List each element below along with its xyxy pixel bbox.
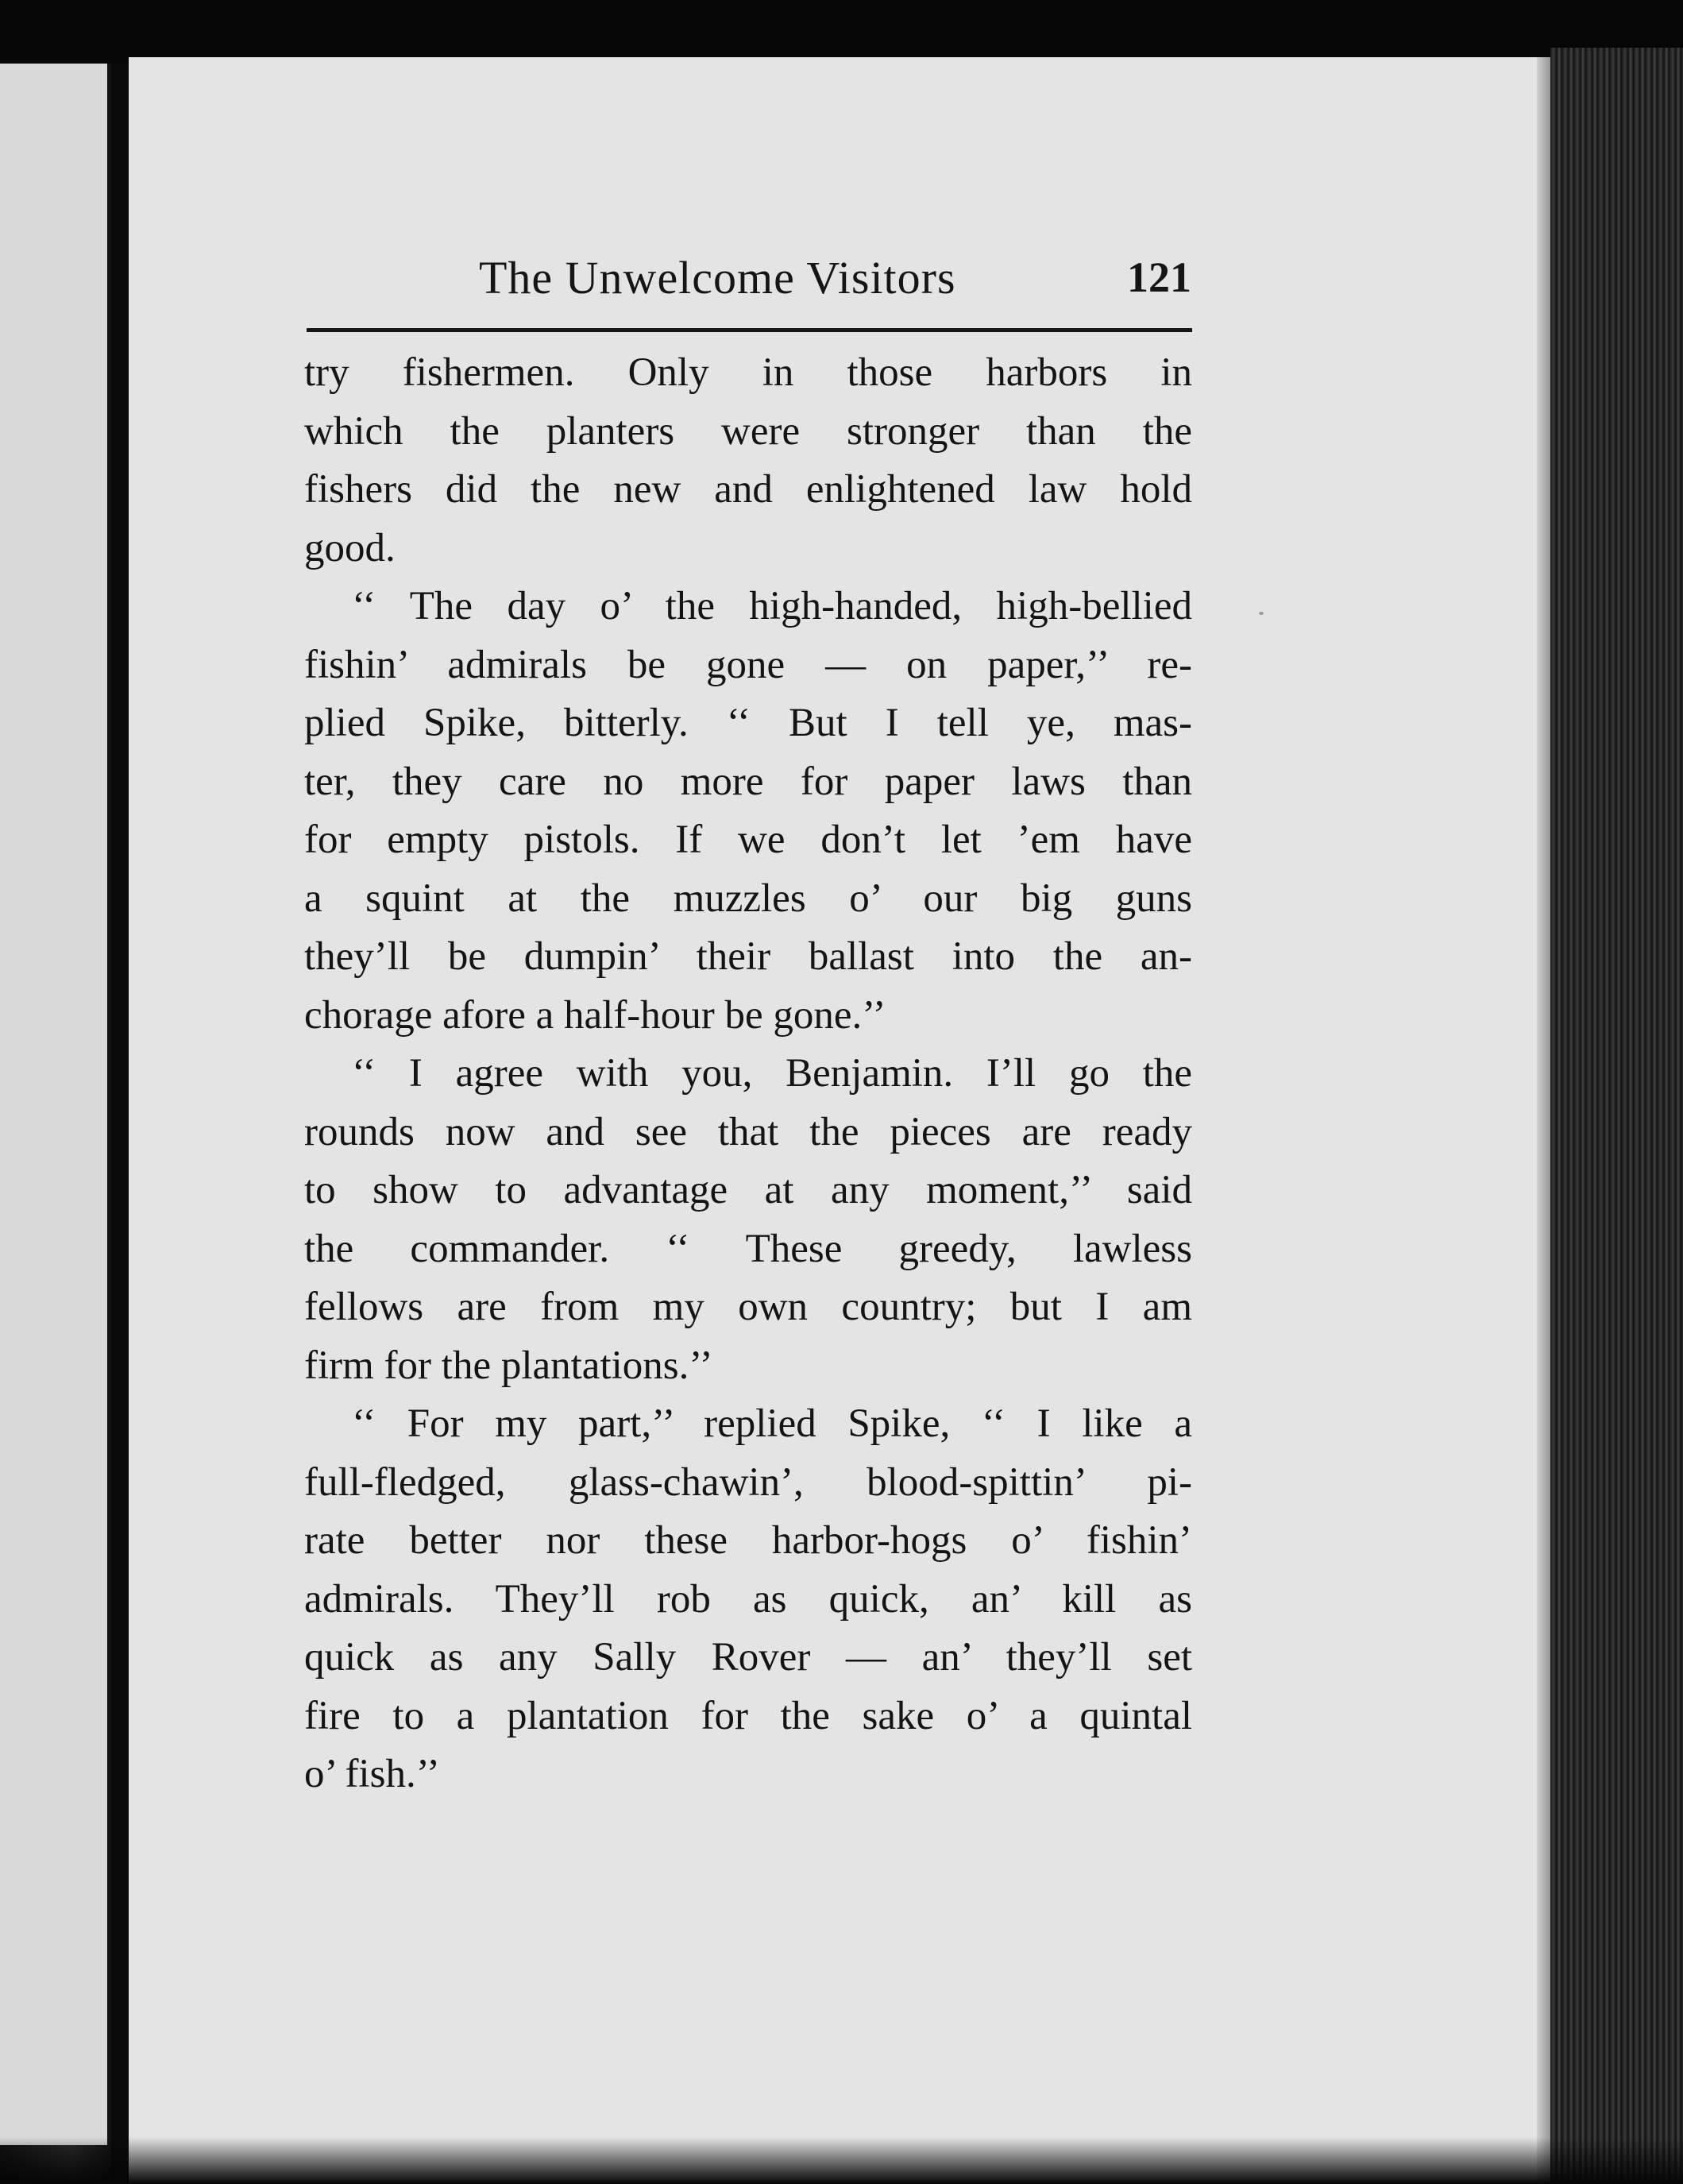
text-line: ‘‘ The day o’ the high-handed, high-bellied [352,584,1192,628]
text-line: ‘‘ I agree with you, Benjamin. I’ll go the [352,1051,1192,1096]
text-line: try fishermen. Only in those harbors in [304,350,1192,395]
left-page-strip [0,64,107,2145]
bottom-scan-shadow [0,2137,1683,2184]
text-line: rounds now and see that the pieces are ready [304,1109,1192,1154]
header-rule [307,328,1192,332]
text-line: fellows are from my own country; but I am [304,1285,1192,1329]
text-line: full-fledged, glass-chawin’, blood-spittin’ pi- [304,1459,1192,1505]
text-line: which the planters were stronger than the [304,408,1192,454]
text-line: quick as any Sally Rover — an’ they’ll set [304,1635,1192,1680]
text-line: chorage afore a half-hour be gone.’’ [304,992,886,1038]
body-text [304,344,1192,1804]
text-line: ter, they care no more for paper laws than [304,759,1192,804]
chapter-title: The Unwelcome Visitors [479,252,956,303]
text-line: good. [304,525,396,570]
text-line: rate better nor these harbor-hogs o’ fishin’ [304,1518,1192,1563]
text-line: they’ll be dumpin’ their ballast into the an- [304,934,1192,979]
binding-gutter [111,64,129,2184]
book-page-stack-edge [1550,48,1683,2184]
text-line: a squint at the muzzles o’ our big guns [304,876,1192,921]
scan-speck [1259,612,1264,615]
text-line: admirals. They’ll rob as quick, an’ kill as [304,1576,1192,1622]
text-line: to show to advantage at any moment,’’ said [304,1168,1192,1212]
text-line: fire to a plantation for the sake o’ a quintal [304,1693,1192,1738]
running-head [308,243,1191,315]
text-line: firm for the plantations.’’ [304,1343,713,1388]
text-line: plied Spike, bitterly. ‘‘ But I tell ye, mas- [304,701,1192,745]
text-line: the commander. ‘‘ These greedy, lawless [304,1226,1192,1271]
page-number: 121 [1127,253,1191,301]
text-line: fishers did the new and enlightened law hold [304,467,1192,512]
text-line: o’ fish.’’ [304,1752,440,1796]
text-line: for empty pistols. If we don’t let ’em have [304,818,1192,862]
text-line: fishin’ admirals be gone — on paper,’’ re- [304,642,1192,687]
text-line: ‘‘ For my part,’’ replied Spike, ‘‘ I like a [352,1401,1192,1446]
